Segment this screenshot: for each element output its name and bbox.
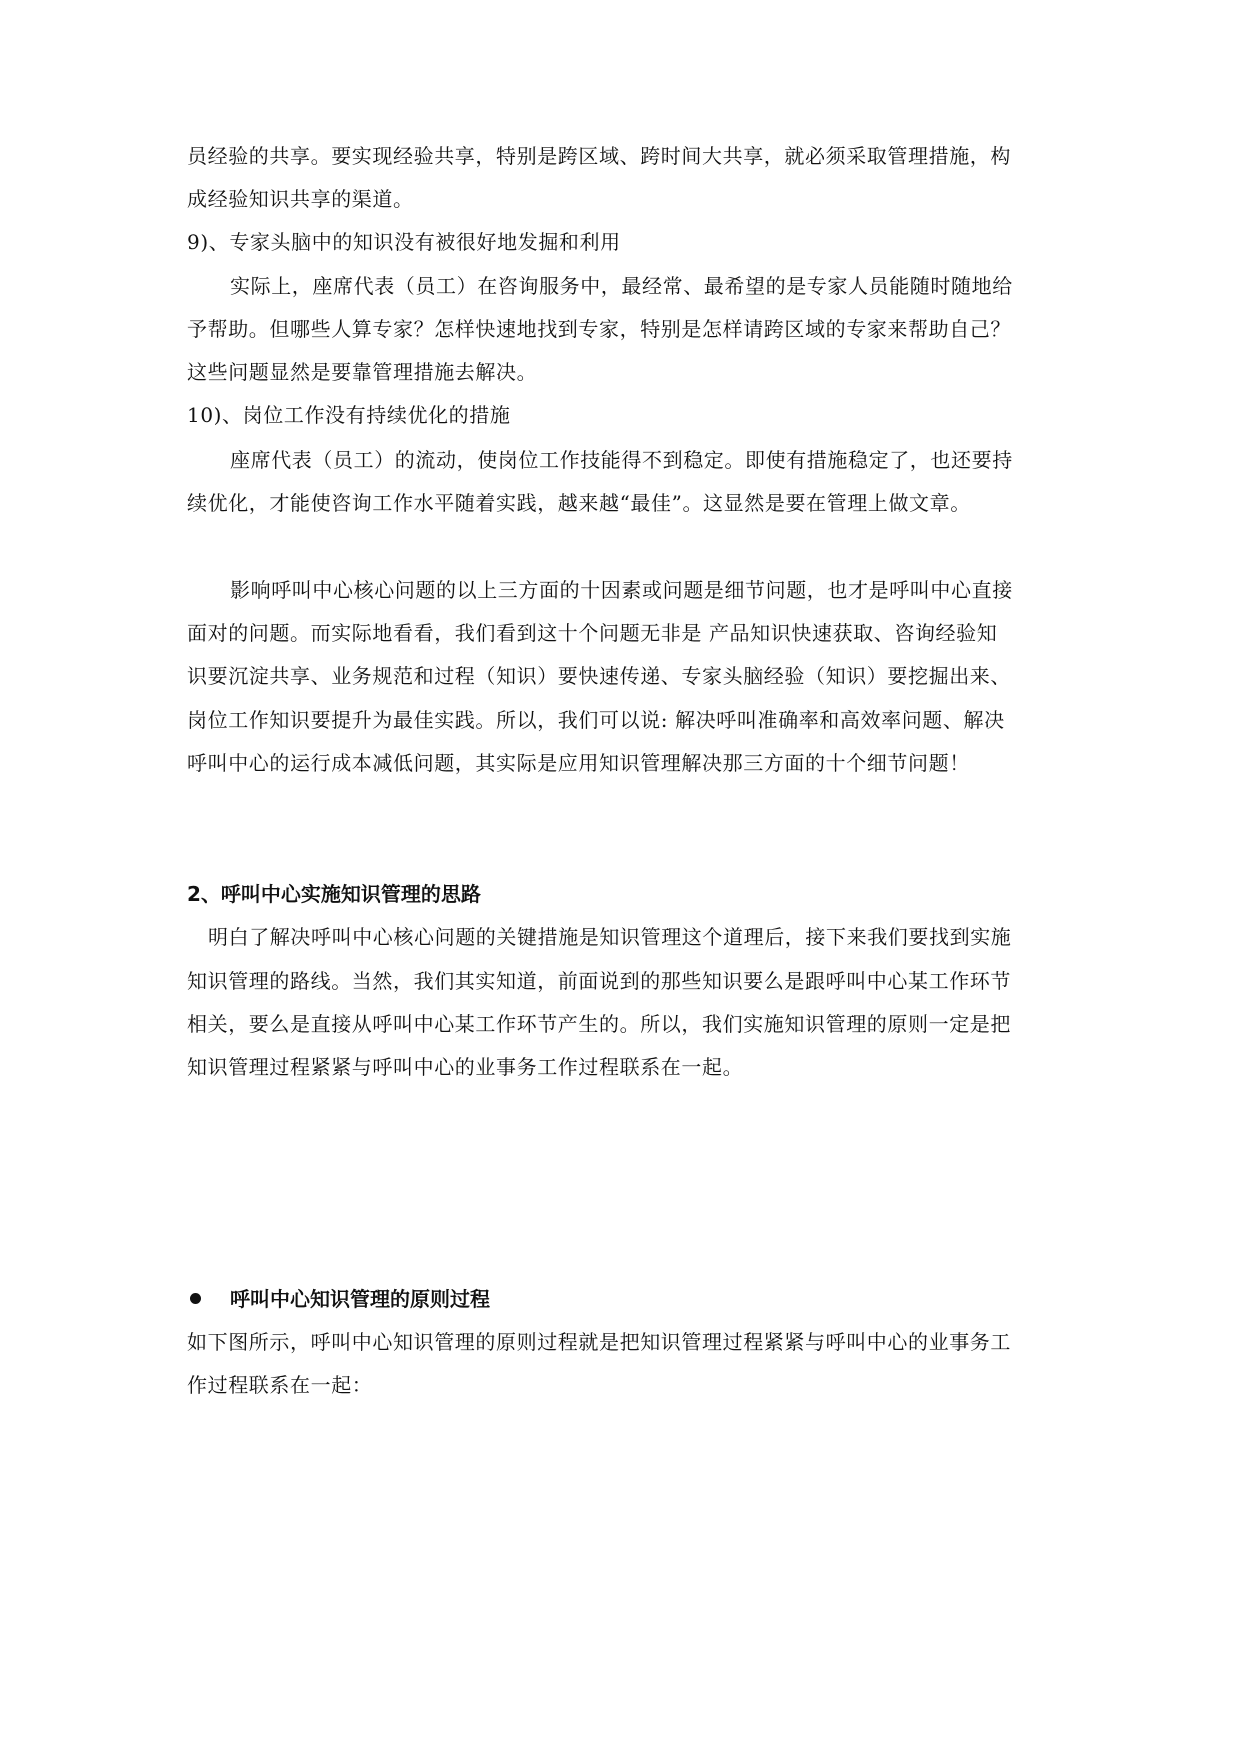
summary-line: 识要沉淀共享、业务规范和过程（知识）要快速传递、专家头脑经验（知识）要挖掘出来、	[187, 664, 1011, 688]
paragraph-line: 续优化，才能使咨询工作水平随着实践，越来越“最佳”。这显然是要在管理上做文章。	[187, 491, 971, 515]
paragraph-line: 座席代表（员工）的流动，使岗位工作技能得不到稳定。即使有措施稳定了，也还要持	[230, 448, 1013, 472]
paragraph-line: 予帮助。但哪些人算专家？怎样快速地找到专家，特别是怎样请跨区域的专家来帮助自己？	[187, 317, 1011, 341]
summary-line: 面对的问题。而实际地看看，我们看到这十个问题无非是 产品知识快速获取、咨询经验知	[187, 621, 998, 645]
paragraph-line: 员经验的共享。要实现经验共享，特别是跨区域、跨时间大共享，就必须采取管理措施，构	[187, 144, 1011, 168]
section-heading: 2、呼叫中心实施知识管理的思路	[187, 882, 481, 906]
summary-line: 岗位工作知识要提升为最佳实践。所以，我们可以说: 解决呼叫准确率和高效率问题、解决	[187, 708, 1005, 732]
section-line: 知识管理过程紧紧与呼叫中心的业事务工作过程联系在一起。	[187, 1055, 744, 1079]
item-9-title: 9)、专家头脑中的知识没有被很好地发掘和利用	[187, 230, 621, 254]
paragraph-line: 成经验知识共享的渠道。	[187, 187, 414, 211]
section-line: 知识管理的路线。当然，我们其实知道，前面说到的那些知识要么是跟呼叫中心某工作环节	[187, 969, 1011, 993]
paragraph-line: 实际上，座席代表（员工）在咨询服务中，最经常、最希望的是专家人员能随时随地给	[230, 274, 1013, 298]
bullet-line: 作过程联系在一起：	[187, 1373, 373, 1397]
bullet-heading: 呼叫中心知识管理的原则过程	[230, 1287, 490, 1311]
summary-line: 呼叫中心的运行成本减低问题，其实际是应用知识管理解决那三方面的十个细节问题！	[187, 751, 970, 775]
summary-line: 影响呼叫中心核心问题的以上三方面的十因素或问题是细节问题，也才是呼叫中心直接	[230, 578, 1013, 602]
paragraph-line: 这些问题显然是要靠管理措施去解决。	[187, 360, 538, 384]
section-line: 明白了解决呼叫中心核心问题的关键措施是知识管理这个道理后，接下来我们要找到实施	[208, 925, 1012, 949]
section-line: 相关，要么是直接从呼叫中心某工作环节产生的。所以，我们实施知识管理的原则一定是把	[187, 1012, 1011, 1036]
bullet-line: 如下图所示，呼叫中心知识管理的原则过程就是把知识管理过程紧紧与呼叫中心的业事务工	[187, 1330, 1011, 1354]
item-10-title: 10)、岗位工作没有持续优化的措施	[187, 403, 511, 427]
bullet-icon	[190, 1293, 201, 1304]
